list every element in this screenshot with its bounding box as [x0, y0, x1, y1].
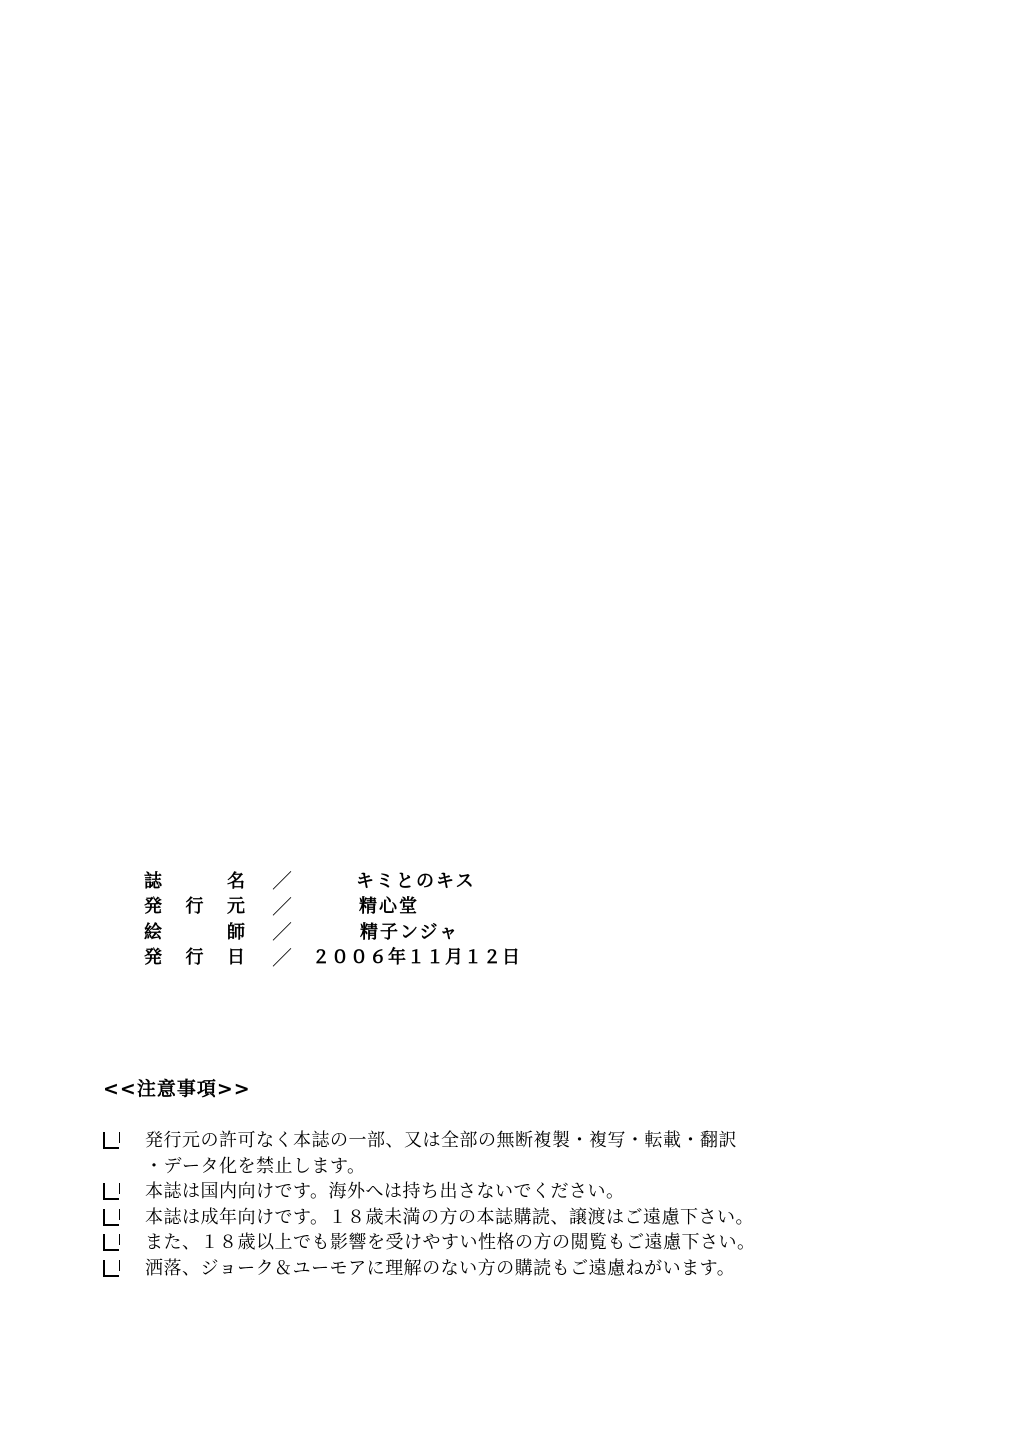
label-char: 発	[144, 947, 162, 969]
colophon-row-date	[144, 944, 664, 970]
label-char: 発	[144, 896, 162, 918]
note-text: 本誌は国内向けです。海外へは持ち出さないでください。	[145, 1181, 625, 1202]
note-text: また、１８歳以上でも影響を受けやすい性格の方の閲覧もご遠慮下さい。	[145, 1232, 756, 1253]
checkbox-icon	[103, 1209, 119, 1226]
checkbox-icon	[103, 1183, 119, 1200]
note-text: 発行元の許可なく本誌の一部、又は全部の無断複製・複写・転載・翻訳 ・データ化を禁止します。	[145, 1130, 737, 1177]
label-char: 師	[227, 921, 245, 943]
separator: ／	[272, 920, 292, 945]
list-item	[103, 1205, 843, 1231]
colophon	[144, 867, 664, 969]
label-char: 日	[227, 947, 245, 969]
colophon-row-publisher	[144, 893, 664, 919]
note-text: 洒落、ジョーク＆ユーモアに理解のない方の購読もご遠慮ねがいます。	[145, 1257, 736, 1279]
label-char: 行	[185, 947, 204, 969]
list-item	[103, 1179, 843, 1205]
list-item	[103, 1128, 843, 1179]
publisher-value: 精心堂	[359, 896, 419, 918]
notes-heading: <<注意事項>>	[103, 1078, 251, 1100]
label-char: 絵	[144, 921, 162, 943]
checkbox-icon	[103, 1234, 119, 1251]
label-char: 元	[227, 896, 245, 918]
list-item	[103, 1256, 843, 1282]
checkbox-icon	[103, 1260, 119, 1277]
title-value: キミとのキス	[356, 870, 476, 892]
colophon-label	[144, 943, 245, 969]
colophon-label	[144, 867, 245, 893]
colophon-row-artist	[144, 918, 664, 944]
notes-list	[103, 1128, 843, 1281]
label-char: 誌	[144, 870, 162, 892]
separator: ／	[272, 869, 292, 894]
artist-value: 精子ンジャ	[360, 921, 460, 943]
separator: ／	[272, 894, 292, 919]
checkbox-icon	[103, 1132, 119, 1149]
separator: ／	[272, 945, 292, 970]
label-char: 行	[185, 896, 204, 918]
colophon-label	[144, 892, 245, 918]
colophon-label	[144, 918, 245, 944]
note-text: 本誌は成年向けです。１８歳未満の方の本誌購読、譲渡はご遠慮下さい。	[145, 1206, 755, 1228]
list-item	[103, 1230, 843, 1256]
label-char: 名	[227, 870, 245, 892]
colophon-row-title	[144, 867, 664, 893]
date-value: ２００６年１１月１２日	[312, 947, 521, 969]
